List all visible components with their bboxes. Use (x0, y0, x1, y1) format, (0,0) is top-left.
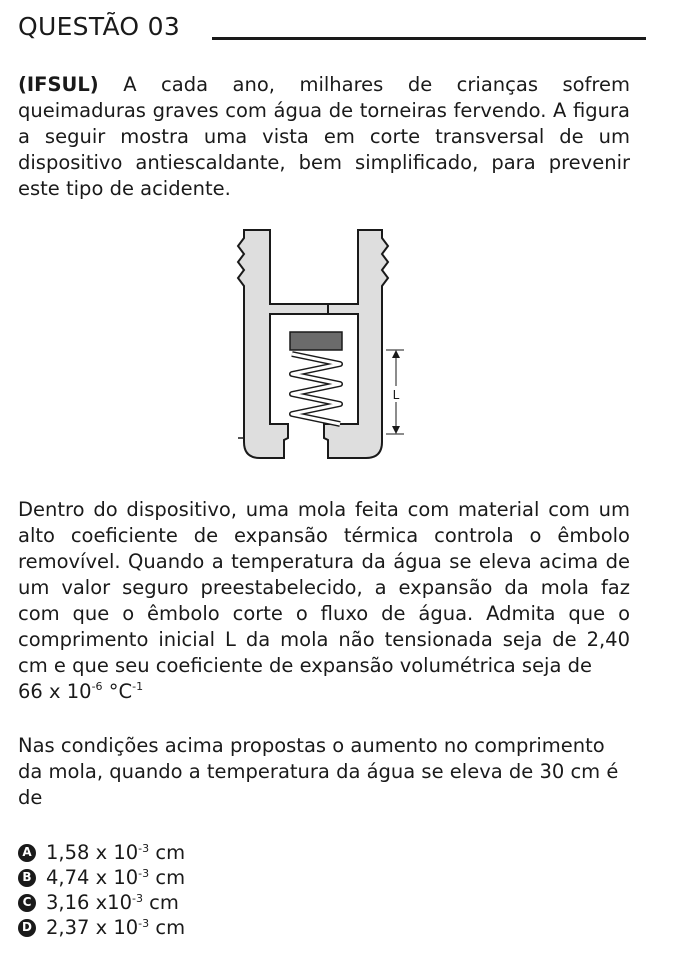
anti-scald-device-figure (236, 226, 416, 466)
length-label: L (392, 388, 400, 402)
option-value: 1,58 x $10^{-3}$ cm (46, 841, 186, 864)
option-letter-badge: B (18, 869, 36, 887)
question-paragraph: Nas condições acima propostas o aumento no comprimento da mola, quando a temperatura da água se eleva de 30 cm é de (18, 734, 619, 809)
option-value: 3,16 $x10^{-3}$ cm (46, 891, 179, 914)
coefficient-value: 66 x $10^{-6}$ $^\circ C^{-1}$ (18, 680, 144, 703)
device-cross-section (236, 226, 416, 466)
question-title: QUESTÃO 03 (18, 12, 181, 41)
option-a[interactable] (18, 840, 185, 865)
intro-paragraph (18, 72, 630, 202)
option-c[interactable] (18, 890, 185, 915)
option-b[interactable] (18, 865, 185, 890)
option-d[interactable] (18, 915, 185, 940)
piston (290, 332, 342, 350)
question-header (18, 10, 630, 50)
source-label: (IFSUL) (18, 73, 99, 96)
body-paragraph (18, 497, 630, 705)
body-text: Dentro do dispositivo, uma mola feita com material com um alto coeficiente de expansão térmica controla o êmbolo removível. Quando a temperatura da água se eleva acima de um valor seguro preestabelecido, a expansão da mola faz com que o êmbolo corte o fluxo de água. Admita que o comprimento inicial L da mola não tensionada seja de 2,40 cm e que seu coeficiente de expansão volumétrica seja de (18, 498, 630, 677)
option-letter-badge: D (18, 919, 36, 937)
header-rule (212, 37, 646, 40)
option-value: 4,74 x $10^{-3}$ cm (46, 866, 186, 889)
option-letter-badge: A (18, 844, 36, 862)
answer-options (18, 840, 185, 940)
intro-text: A cada ano, milhares de crianças sofrem queimaduras graves com água de torneiras fervendo. A figura a seguir mostra uma vista em corte transversal de um dispositivo antiescaldante, bem simplificado, para prevenir este tipo de acidente. (18, 73, 631, 200)
option-value: 2,37 x $10^{-3}$ cm (46, 916, 186, 939)
option-letter-badge: C (18, 894, 36, 912)
